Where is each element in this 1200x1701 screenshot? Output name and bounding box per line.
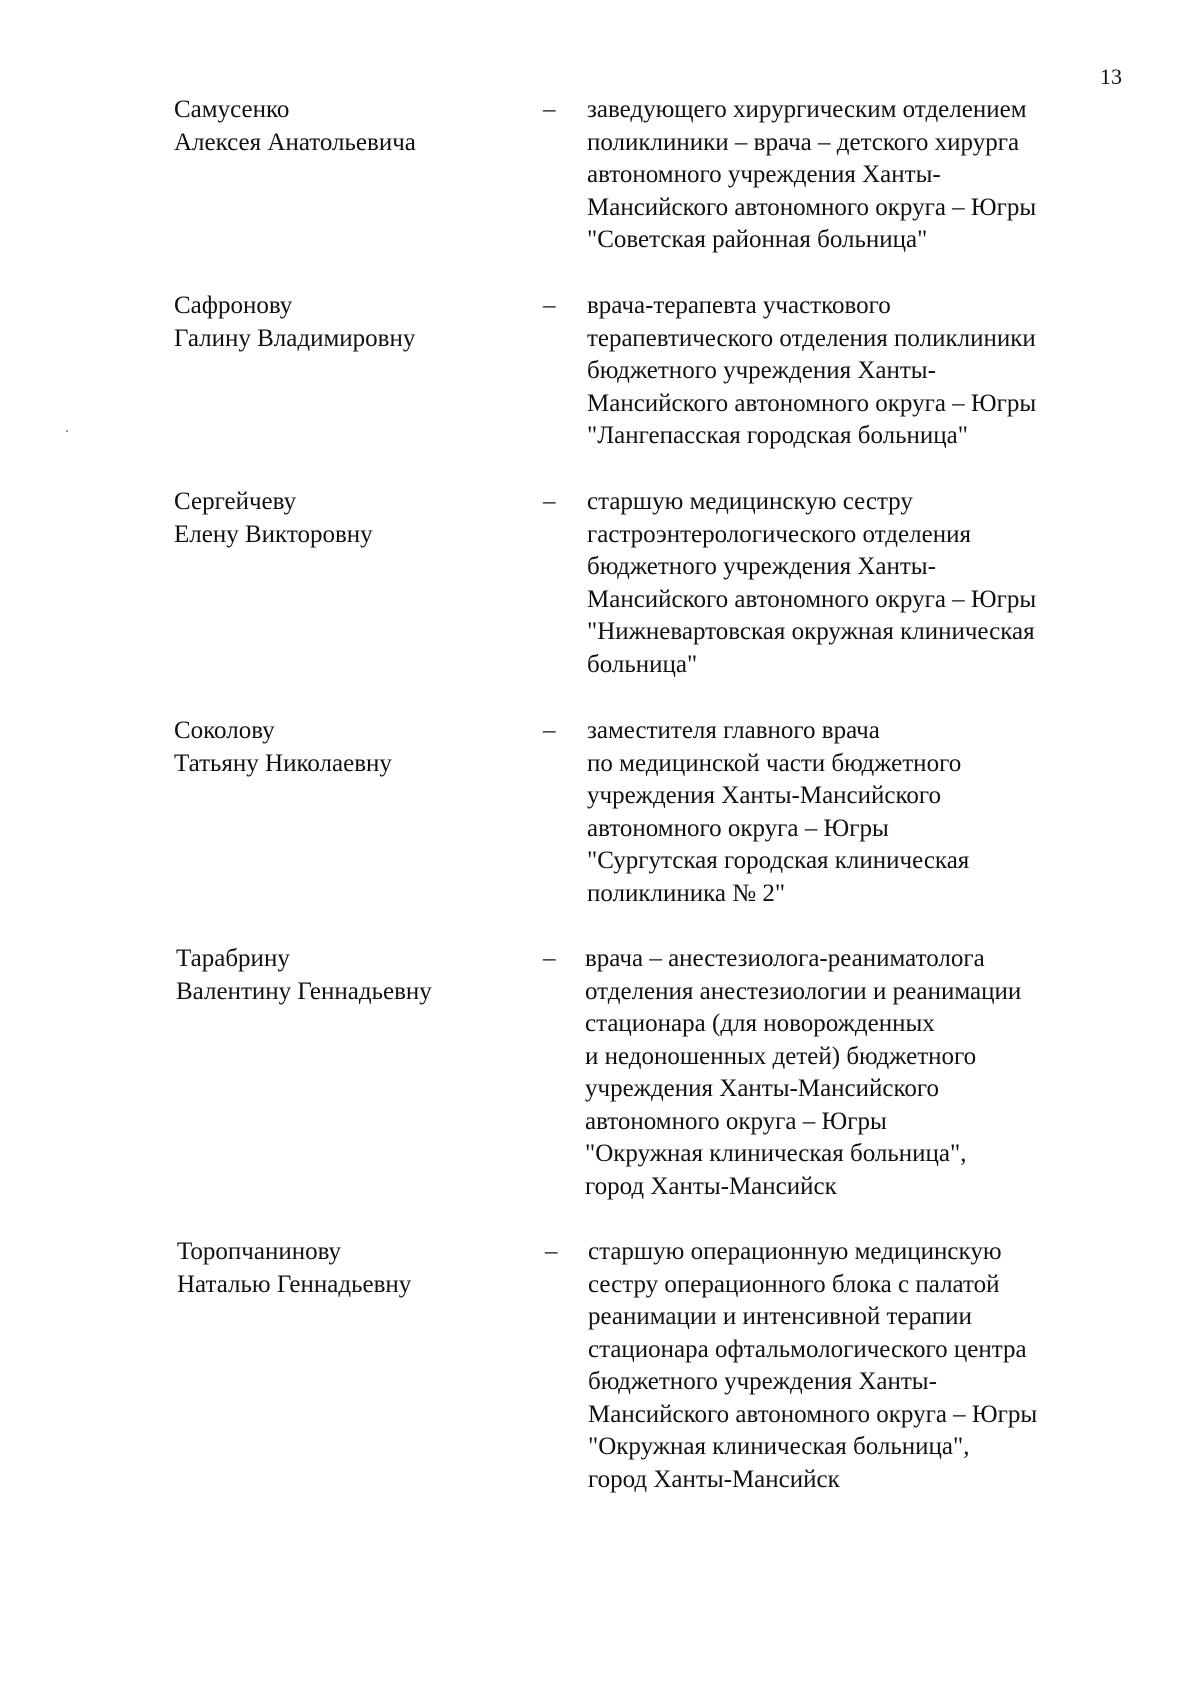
separator-dash: – [543,945,556,972]
surname: Соколову [174,717,275,744]
description-line: "Окружная клиническая больница", [585,1140,967,1167]
description-line: Мансийского автономного округа – Югры [587,389,1037,417]
description-line: автономного учреждения Ханты- [587,161,941,188]
given-names: Татьяну Николаевну [174,749,392,777]
description-line: автономного округа – Югры [587,814,889,842]
separator-dash: – [545,1238,558,1265]
description-line: "Окружная клиническая больница", [588,1433,970,1460]
description-line: Мансийского автономного округа – Югры [587,193,1037,221]
given-names: Наталью Геннадьевну [177,1270,412,1298]
description-line: поликлиника № 2" [587,879,786,907]
description-line: терапевтического отделения поликлиники [587,324,1036,352]
description-line: и недоношенных детей) бюджетного [585,1042,977,1070]
description-line: бюджетного учреждения Ханты- [588,1368,937,1395]
person-name [174,715,534,780]
description-line: город Ханты-Мансийск [585,1172,837,1200]
person-name [174,290,534,355]
description-line: стационара (для новорожденных [585,1010,935,1037]
description-line: заместителя главного врача [587,717,880,744]
description-line: "Сургутская городская клиническая [587,847,970,874]
description-line: по медицинской части бюджетного [587,749,962,777]
description-line: автономного округа – Югры [585,1107,887,1135]
person-name [177,1236,537,1301]
description-line: Мансийского автономного округа – Югры [587,585,1037,613]
position-description [587,290,1127,453]
separator-dash: – [543,96,556,123]
position-description [587,715,1127,910]
description-line: врача-терапевта участкового [587,292,891,319]
person-name [174,486,534,551]
description-line: "Нижневартовская окружная клиническая [587,618,1035,645]
surname: Тарабрину [176,945,290,972]
person-name [174,94,534,159]
given-names: Валентину Геннадьевну [176,977,432,1005]
separator-dash: – [543,292,556,319]
page-number: 13 [1100,64,1122,89]
description-line: стационара офтальмологического центра [588,1335,1027,1363]
given-names: Галину Владимировну [174,324,416,352]
position-description [587,94,1127,257]
description-line: больница" [587,650,698,678]
given-names: Елену Викторовну [174,520,373,548]
position-description [587,486,1127,681]
separator-dash: – [543,717,556,744]
position-description [585,943,1125,1203]
description-line: старшую операционную медицинскую [588,1238,1002,1265]
surname: Торопчанинову [177,1238,342,1265]
description-line: бюджетного учреждения Ханты- [587,553,936,580]
position-description [588,1236,1128,1496]
description-line: "Советская районная больница" [587,226,928,253]
surname: Сергейчеву [174,488,297,515]
description-line: поликлиники – врача – детского хирурга [587,128,1020,156]
description-line: Мансийского автономного округа – Югры [588,1400,1038,1428]
surname: Сафронову [174,292,293,319]
description-line: заведующего хирургическим отделением [587,96,1027,123]
description-line: реанимации и интенсивной терапии [588,1303,972,1330]
person-name [176,943,536,1008]
description-line: врача – анестезиолога-реаниматолога [585,945,985,972]
description-line: учреждения Ханты-Мансийского [585,1075,940,1102]
description-line: старшую медицинскую сестру [587,488,913,515]
description-line: гастроэнтерологического отделения [587,520,971,548]
surname: Самусенко [174,96,290,123]
description-line: бюджетного учреждения Ханты- [587,357,936,384]
description-line: отделения анестезиологии и реанимации [585,977,1022,1005]
scan-speck [66,430,68,432]
description-line: "Лангепасская городская больница" [587,422,968,449]
description-line: город Ханты-Мансийск [588,1465,840,1493]
description-line: сестру операционного блока с палатой [588,1270,1000,1298]
description-line: учреждения Ханты-Мансийского [587,782,942,809]
given-names: Алексея Анатольевича [174,128,416,156]
separator-dash: – [543,488,556,515]
